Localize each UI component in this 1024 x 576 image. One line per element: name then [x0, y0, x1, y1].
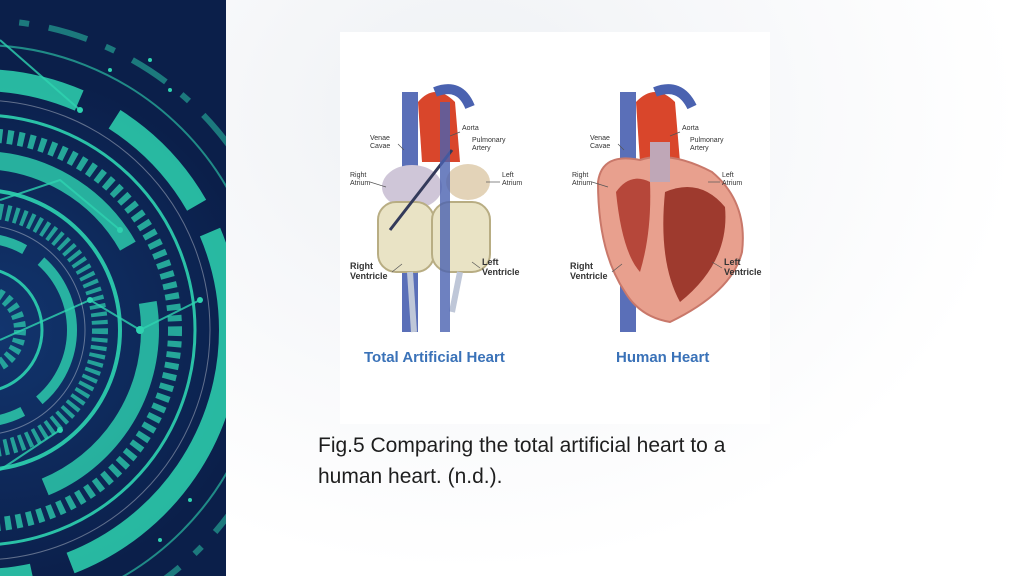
label-right-atrium-human: Right [572, 172, 589, 179]
label-venae-cavae: Venae [370, 135, 390, 142]
label-right-ventricle-human: Right [570, 261, 593, 271]
label-venae-cavae-human-2: Cavae [590, 143, 611, 150]
human-heart-drawing [598, 89, 743, 332]
human-heart-title: Human Heart [616, 349, 710, 366]
label-left-ventricle: Left [482, 257, 499, 267]
label-right-ventricle-2: Ventricle [350, 271, 388, 281]
heart-comparison-figure [340, 32, 770, 424]
label-pulmonary-human-2: Artery [690, 145, 709, 152]
caption-line-2: human heart. (n.d.). [318, 465, 503, 488]
label-right-ventricle: Right [350, 261, 373, 271]
decorative-tech-panel [0, 0, 226, 576]
label-venae-cavae-human: Venae [590, 135, 610, 142]
label-left-atrium: Left [502, 172, 514, 179]
label-aorta-human: Aorta [682, 125, 699, 132]
label-left-atrium-human: Left [722, 172, 734, 179]
label-left-ventricle-human: Left [724, 257, 741, 267]
label-left-ventricle-human-2: Ventricle [724, 267, 762, 277]
label-pulmonary-human: Pulmonary [690, 137, 724, 144]
label-right-atrium-human-2: Atrium [572, 180, 593, 187]
artificial-heart-title: Total Artificial Heart [364, 349, 505, 366]
label-venae-cavae-2: Cavae [370, 143, 391, 150]
label-left-atrium-2: Atrium [502, 180, 523, 187]
figure-caption [318, 430, 838, 492]
label-right-atrium: Right [350, 172, 367, 179]
label-left-ventricle-2: Ventricle [482, 267, 520, 277]
heart-illustration [340, 32, 770, 424]
label-right-atrium-2: Atrium [350, 180, 371, 187]
caption-line-1: Fig.5 Comparing the total artificial heart to a [318, 434, 726, 457]
label-pulmonary-2: Artery [472, 145, 491, 152]
label-aorta: Aorta [462, 125, 479, 132]
label-right-ventricle-human-2: Ventricle [570, 271, 608, 281]
label-left-atrium-human-2: Atrium [722, 180, 743, 187]
label-pulmonary: Pulmonary [472, 137, 506, 144]
tech-circles-graphic [0, 0, 226, 576]
